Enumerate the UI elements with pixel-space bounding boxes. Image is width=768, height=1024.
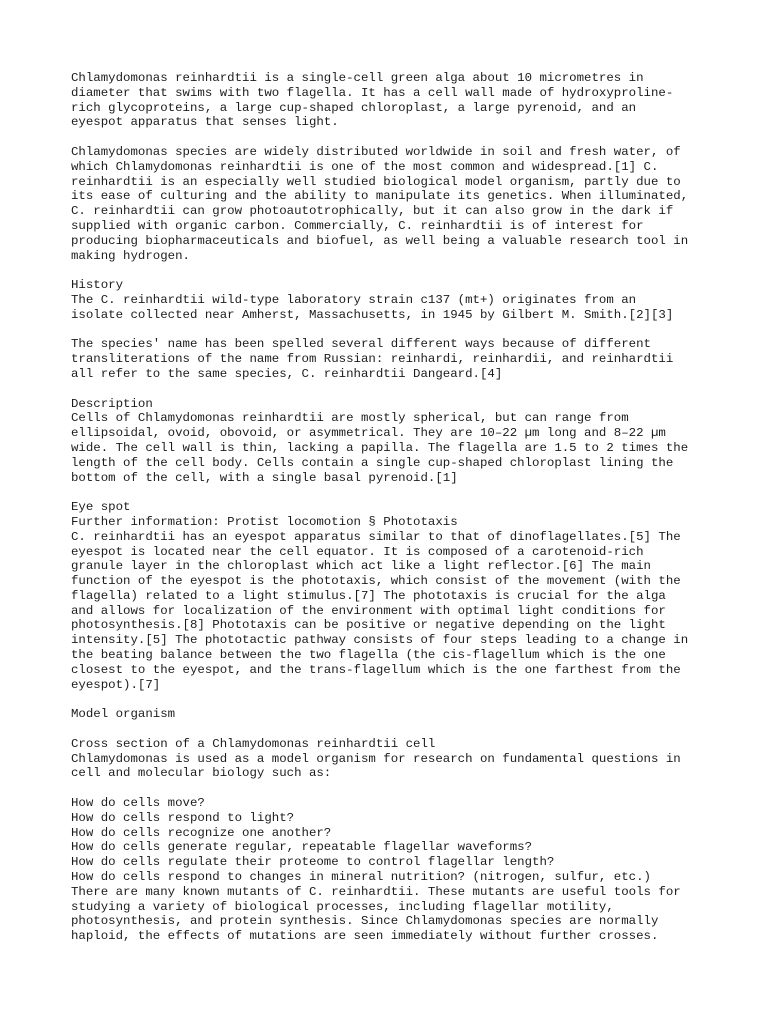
- text-line: its ease of culturing and the ability to manipulate its genetics. When illuminated,: [71, 189, 689, 204]
- text-line: cell and molecular biology such as:: [71, 766, 332, 781]
- text-line: wide. The cell wall is thin, lacking a papilla. The flagella are 1.5 to 2 times the: [71, 440, 689, 455]
- text-line: Chlamydomonas species are widely distributed worldwide in soil and fresh water, of: [71, 144, 681, 159]
- text-line: length of the cell body. Cells contain a single cup-shaped chloroplast lining the: [71, 455, 674, 470]
- text-line: How do cells move?: [71, 796, 205, 811]
- text-line: eyespot is located near the cell equator. It is composed of a carotenoid-rich: [71, 544, 644, 559]
- text-line: haploid, the effects of mutations are seen immediately without further crosses.: [71, 929, 659, 944]
- text-line: the beating balance between the two flagella (the cis-flagellum which is the one: [71, 648, 666, 663]
- text-line: function of the eyespot is the phototaxis, which consist of the movement (with the: [71, 574, 681, 589]
- text-line: all refer to the same species, C. reinhardtii Dangeard.[4]: [71, 366, 503, 381]
- text-line: producing biopharmaceuticals and biofuel, as well being a valuable research tool in: [71, 233, 689, 248]
- text-line: rich glycoproteins, a large cup-shaped chloroplast, a large pyrenoid, and an: [71, 100, 637, 115]
- text-line: There are many known mutants of C. reinhardtii. These mutants are useful tools for: [71, 884, 681, 899]
- model-organism-heading-block: [71, 707, 711, 722]
- text-line: Description: [71, 396, 153, 411]
- text-line: supplied with organic carbon. Commercially, C. reinhardtii is of interest for: [71, 218, 644, 233]
- text-line: intensity.[5] The phototactic pathway consists of four steps leading to a change in: [71, 633, 689, 648]
- text-line: C. reinhardtii can grow photoautotrophically, but it can also grow in the dark if: [71, 204, 674, 219]
- text-line: Cross section of a Chlamydomonas reinhardtii cell: [71, 736, 436, 751]
- text-line: flagella) related to a light stimulus.[7] The phototaxis is crucial for the alga: [71, 588, 666, 603]
- text-line: studying a variety of biological processes, including flagellar motility,: [71, 899, 614, 914]
- cross-section-paragraph: [71, 737, 711, 781]
- distribution-paragraph: [71, 145, 711, 263]
- species-name-paragraph: [71, 337, 711, 381]
- text-line: How do cells regulate their proteome to control flagellar length?: [71, 855, 555, 870]
- text-line: Model organism: [71, 707, 176, 722]
- text-line: making hydrogen.: [71, 248, 190, 263]
- history-section: [71, 278, 711, 322]
- text-line: C. reinhardtii has an eyespot apparatus similar to that of dinoflagellates.[5] The: [71, 529, 681, 544]
- text-line: reinhardtii is an especially well studied biological model organism, partly due to: [71, 174, 681, 189]
- text-line: Chlamydomonas reinhardtii is a single-cell green alga about 10 micrometres in: [71, 71, 644, 85]
- text-line: closest to the eyespot, and the trans-flagellum which is the one farthest from the: [71, 662, 681, 677]
- text-line: How do cells generate regular, repeatable flagellar waveforms?: [71, 840, 533, 855]
- text-line: transliterations of the name from Russian: reinhardi, reinhardii, and reinhardtii: [71, 352, 674, 367]
- text-line: History: [71, 278, 124, 293]
- text-line: ellipsoidal, ovoid, obovoid, or asymmetrical. They are 10–22 µm long and 8–22 µm: [71, 426, 666, 441]
- text-line: How do cells recognize one another?: [71, 825, 332, 840]
- text-line: bottom of the cell, with a single basal pyrenoid.[1]: [71, 470, 458, 485]
- text-line: photosynthesis, and protein synthesis. Since Chlamydomonas species are normally: [71, 914, 659, 929]
- text-line: granule layer in the chloroplast which act like a light reflector.[6] The main: [71, 559, 651, 574]
- text-line: eyespot apparatus that senses light.: [71, 115, 339, 130]
- text-line: The species' name has been spelled several different ways because of different: [71, 337, 651, 352]
- text-line: Further information: Protist locomotion § Phototaxis: [71, 514, 458, 529]
- questions-list: [71, 796, 711, 944]
- text-line: How do cells respond to changes in mineral nutrition? (nitrogen, sulfur, etc.): [71, 870, 651, 885]
- text-line: eyespot).[7]: [71, 677, 161, 692]
- text-line: which Chlamydomonas reinhardtii is one of the most common and widespread.[1] C.: [71, 159, 659, 174]
- text-line: photosynthesis.[8] Phototaxis can be positive or negative depending on the light: [71, 618, 666, 633]
- intro-paragraph: [71, 71, 711, 130]
- text-line: Eye spot: [71, 500, 131, 515]
- document-page: [71, 71, 711, 959]
- text-line: How do cells respond to light?: [71, 810, 295, 825]
- text-line: diameter that swims with two flagella. It has a cell wall made of hydroxyproline-: [71, 85, 674, 100]
- text-line: Chlamydomonas is used as a model organism for research on fundamental questions in: [71, 751, 681, 766]
- text-line: Cells of Chlamydomonas reinhardtii are mostly spherical, but can range from: [71, 411, 629, 426]
- text-line: and allows for localization of the environment with optimal light conditions for: [71, 603, 666, 618]
- text-line: The C. reinhardtii wild-type laboratory strain c137 (mt+) originates from an: [71, 292, 637, 307]
- eye-spot-section: [71, 500, 711, 692]
- text-line: isolate collected near Amherst, Massachusetts, in 1945 by Gilbert M. Smith.[2][3]: [71, 307, 674, 322]
- description-section: [71, 397, 711, 486]
